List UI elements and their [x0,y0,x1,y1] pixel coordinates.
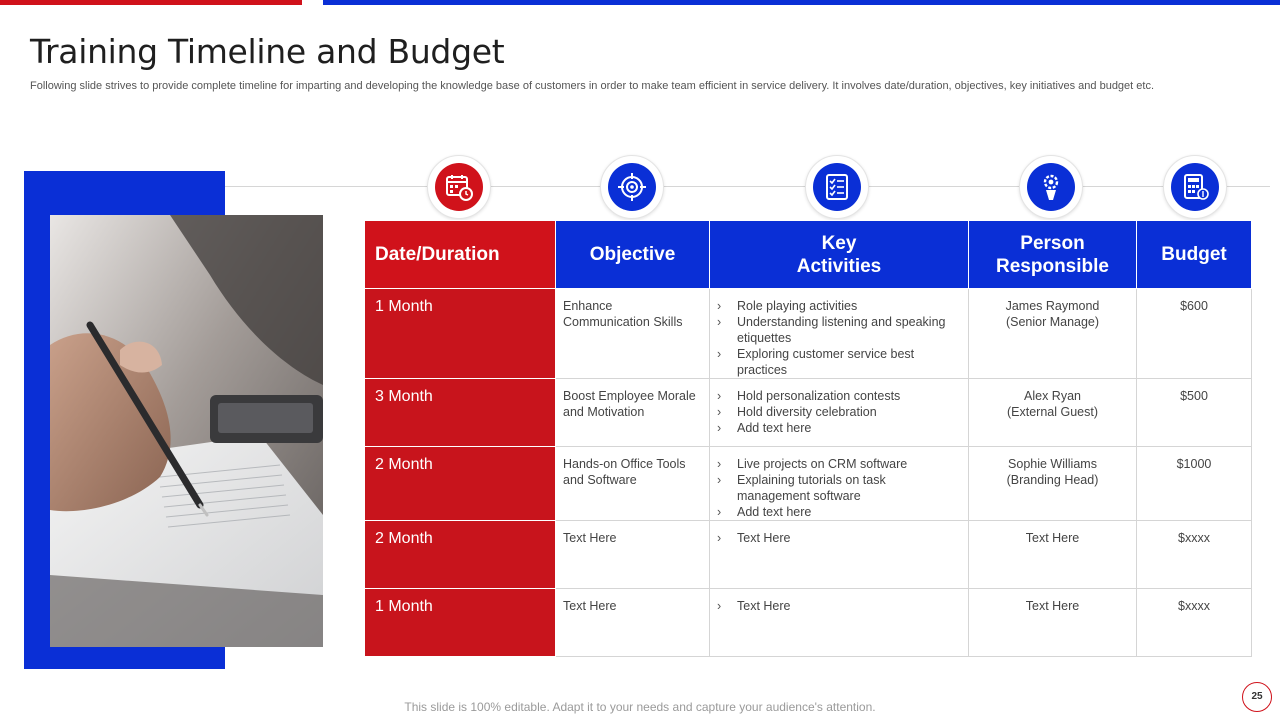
cell-budget: $xxxx [1137,589,1252,657]
activity-item: › Add text here [717,504,961,520]
activity-item: › Hold diversity celebration [717,404,961,420]
header-key-activities: Key Activities [710,221,969,289]
top-accent-bar-blue [323,0,1280,5]
activity-item: › Exploring customer service best practices [717,346,961,378]
slide-subtitle: Following slide strives to provide complete timeline for imparting and developing the knowledge base of customers in order to make team efficient in service delivery. It involves date/duration, objectives, key initiatives and budget etc. [30,80,1155,92]
activity-list [717,456,961,520]
activity-item: › Live projects on CRM software [717,456,961,472]
cell-objective: Text Here [556,589,710,657]
cell-date-duration: 1 Month [365,289,556,379]
activity-list [717,530,961,546]
table-row [365,379,1252,447]
cell-person-responsible: Text Here [969,521,1137,589]
activity-item: › Text Here [717,530,961,546]
icon-badge-objective [600,155,664,219]
cell-key-activities [710,289,969,379]
table-row [365,589,1252,657]
target-icon [617,172,647,202]
icon-badge-date [427,155,491,219]
icon-badge-person [1019,155,1083,219]
cell-objective: Hands-on Office Tools and Software [556,447,710,521]
activity-list [717,598,961,614]
activity-item: › Add text here [717,420,961,436]
table-row [365,447,1252,521]
header-person-responsible: Person Responsible [969,221,1137,289]
cell-person-responsible: Text Here [969,589,1137,657]
cell-person-responsible: Sophie Williams (Branding Head) [969,447,1137,521]
cell-key-activities [710,447,969,521]
timeline-connector-line [225,186,1270,187]
cell-person-responsible: Alex Ryan (External Guest) [969,379,1137,447]
slide-footer-note: This slide is 100% editable. Adapt it to your needs and capture your audience's attention. [404,700,876,714]
cell-key-activities [710,379,969,447]
table-header-row [365,221,1252,289]
activity-item: › Understanding listening and speaking etiquettes [717,314,961,346]
cell-date-duration: 1 Month [365,589,556,657]
calculator-icon [1180,172,1210,202]
activity-item: › Role playing activities [717,298,961,314]
person-gear-icon [1036,172,1066,202]
cell-budget: $1000 [1137,447,1252,521]
cell-person-responsible: James Raymond (Senior Manage) [969,289,1137,379]
activity-item: › Hold personalization contests [717,388,961,404]
header-date-duration: Date/Duration [365,221,556,289]
table-row [365,289,1252,379]
activity-item: › Explaining tutorials on task management software [717,472,961,504]
cell-key-activities [710,589,969,657]
cell-budget: $600 [1137,289,1252,379]
calendar-clock-icon [444,172,474,202]
page-number-badge: 25 [1242,682,1272,712]
activity-list [717,388,961,436]
icon-badge-budget [1163,155,1227,219]
training-plan-table [364,220,1252,657]
header-objective: Objective [556,221,710,289]
cell-budget: $500 [1137,379,1252,447]
checklist-icon [822,172,852,202]
activity-list [717,298,961,378]
cell-budget: $xxxx [1137,521,1252,589]
cell-date-duration: 2 Month [365,521,556,589]
table-row [365,521,1252,589]
cell-key-activities [710,521,969,589]
top-accent-bar-red [0,0,302,5]
cell-objective: Boost Employee Morale and Motivation [556,379,710,447]
photo-hand-with-pen [50,215,323,647]
cell-date-duration: 3 Month [365,379,556,447]
cell-objective: Enhance Communication Skills [556,289,710,379]
cell-objective: Text Here [556,521,710,589]
cell-date-duration: 2 Month [365,447,556,521]
slide-title: Training Timeline and Budget [30,32,505,71]
header-budget: Budget [1137,221,1252,289]
activity-item: › Text Here [717,598,961,614]
icon-badge-activities [805,155,869,219]
